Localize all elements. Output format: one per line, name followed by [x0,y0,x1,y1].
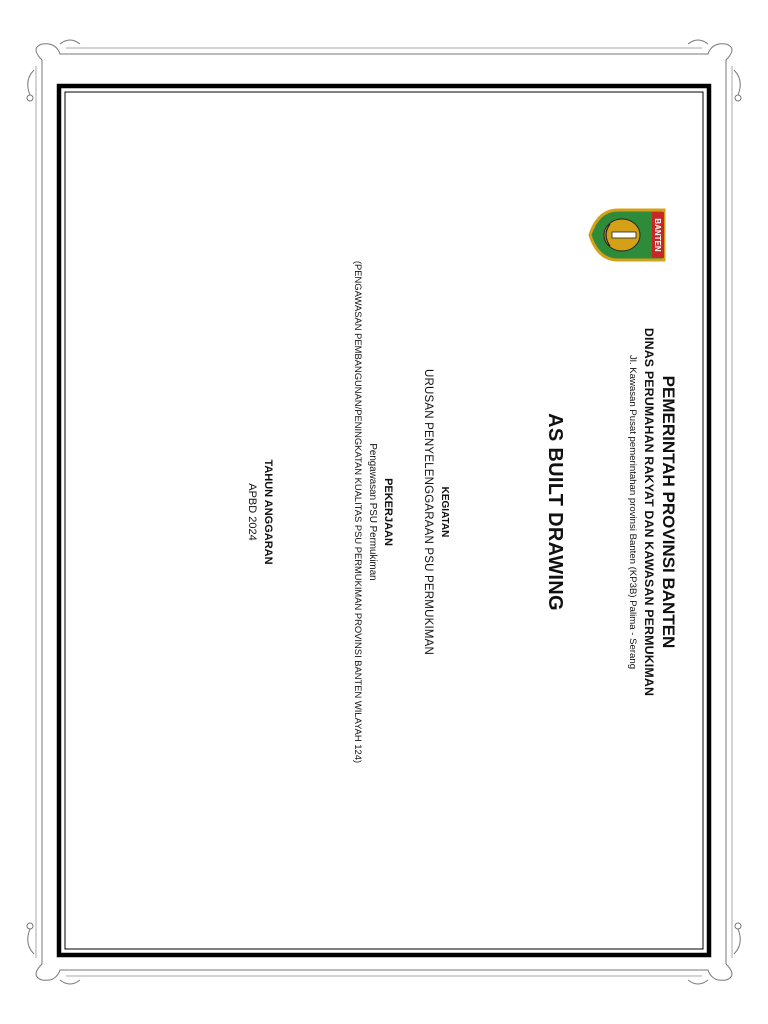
document-title: AS BUILT DRAWING [544,413,566,611]
agency-name: DINAS PERUMAHAN RAKYAT DAN KAWASAN PERMUKIMAN [642,327,656,697]
tahun-anggaran-value: APBD 2024 [246,483,258,541]
cover-sheet [84,112,684,912]
government-name: PEMERINTAH PROVINSI BANTEN [659,375,678,649]
logo-text: BANTEN [653,218,662,252]
kegiatan-value: URUSAN PENYELENGGARAAN PSU PERMUKIMAN [422,368,434,655]
pekerjaan-detail: (PENGAWASAN PEMBANGUNAN/PENINGKATAN KUALITAS PSU PERMUKIMAN PROVINSI BANTEN WILAYAH 124) [353,260,364,764]
agency-address: Jl. Kawasan Pusat pemerintahan provinsi Banten (KP3B) Palima - Serang [627,354,638,670]
kegiatan-label: KEGIATAN [439,486,450,538]
pekerjaan-value: Pengawasan PSU Permukiman [367,443,378,581]
tahun-anggaran-label: TAHUN ANGGARAN [262,459,274,565]
pekerjaan-label: PEKERJAAN [382,478,394,546]
